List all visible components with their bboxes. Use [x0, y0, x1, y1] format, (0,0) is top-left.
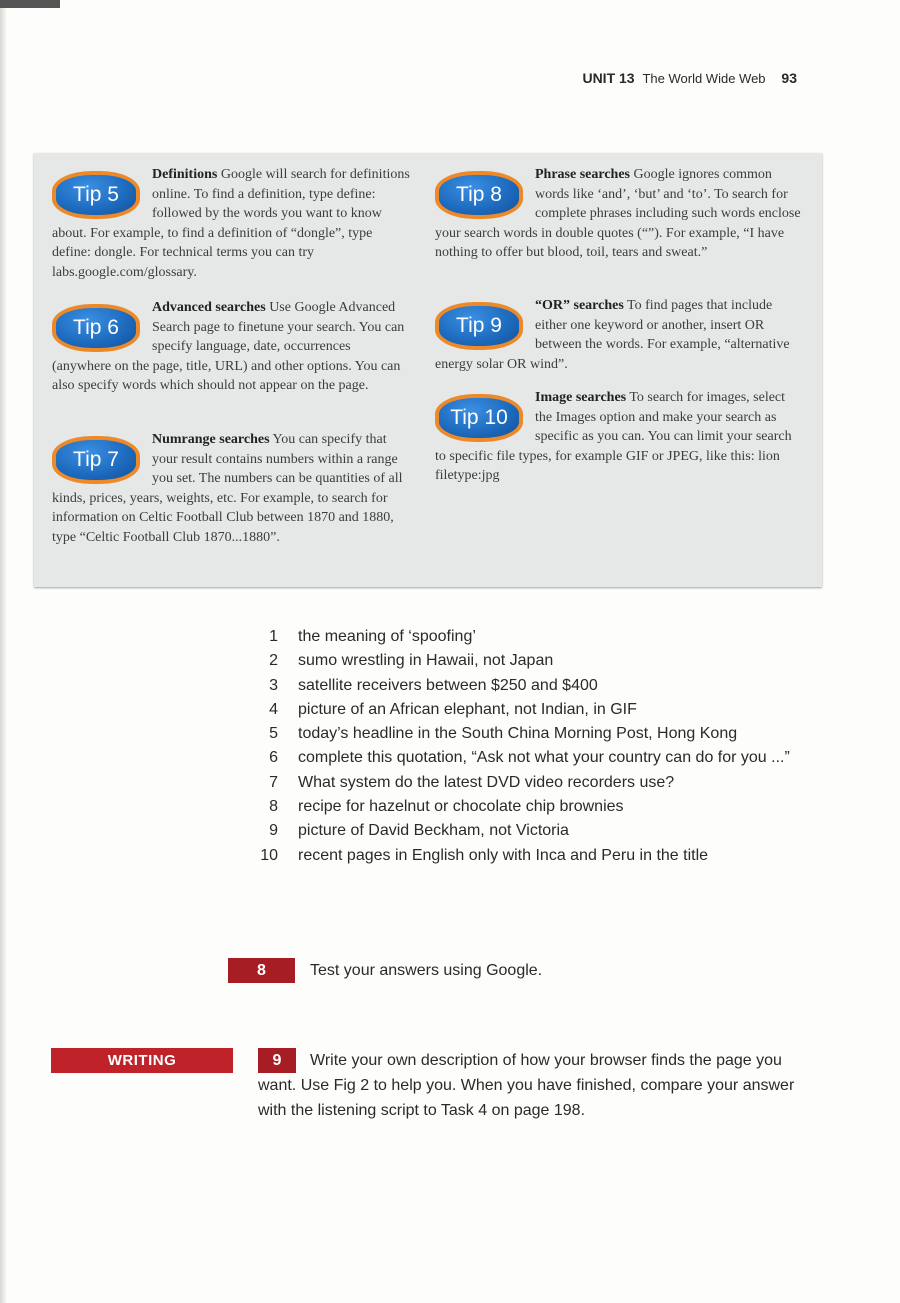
- item-number: 6: [269, 749, 278, 767]
- task-9-paragraph: [258, 1048, 818, 1123]
- tip-badge: Tip 10: [435, 394, 523, 442]
- list-item: [252, 625, 798, 649]
- tip-9: [435, 296, 801, 374]
- unit-title: The World Wide Web: [642, 71, 766, 86]
- item-number: 2: [269, 652, 278, 670]
- item-number: 7: [269, 773, 278, 791]
- task-8-number: 8: [228, 958, 295, 983]
- list-item: [252, 844, 798, 868]
- task-8-text: Test your answers using Google.: [310, 962, 543, 979]
- item-text: What system do the latest DVD video recorders use?: [298, 773, 675, 791]
- list-item: [252, 722, 798, 746]
- running-head: [582, 70, 797, 86]
- tip-heading: Numrange searches: [152, 432, 270, 447]
- tip-8: [435, 165, 801, 263]
- list-item: [252, 649, 798, 673]
- search-task-list: [252, 625, 798, 868]
- item-text: picture of an African elephant, not Indian, in GIF: [298, 700, 637, 718]
- tip-text: Google ignores common words like ‘and’, ‘but’ and ‘to’. To search for complete phrases including such words enclose your search words in double quotes (“”). For example, “I have nothing to offer but blood, toil, tears and sweat.”: [435, 167, 801, 260]
- unit-label: UNIT 13: [582, 70, 635, 86]
- item-text: recipe for hazelnut or chocolate chip brownies: [298, 798, 624, 816]
- item-number: 9: [269, 822, 278, 840]
- list-item: [252, 674, 798, 698]
- list-item: [252, 746, 798, 770]
- item-text: complete this quotation, “Ask not what your country can do for you ...”: [298, 749, 790, 767]
- tip-badge: Tip 8: [435, 171, 523, 219]
- item-text: recent pages in English only with Inca and Peru in the title: [298, 846, 709, 864]
- tip-7: [52, 430, 410, 547]
- list-item: [252, 795, 798, 819]
- task-9-number: 9: [258, 1048, 296, 1073]
- scan-shadow: [0, 0, 60, 8]
- tip-badge: Tip 6: [52, 304, 140, 352]
- item-text: today’s headline in the South China Morning Post, Hong Kong: [298, 725, 738, 743]
- item-text: picture of David Beckham, not Victoria: [298, 822, 569, 840]
- task-9-text: Write your own description of how your browser finds the page you want. Use Fig 2 to help you. When you have finished, compare your answer with the listening script to Task 4 on page 198.: [258, 1052, 795, 1119]
- item-number: 10: [260, 846, 278, 864]
- item-number: 4: [269, 700, 278, 718]
- page-edge: [0, 0, 6, 1303]
- tip-text: You can specify that your result contains numbers within a range you set. The numbers can be quantities of all kinds, prices, years, weights, etc. For example, to search for information on Celtic Football Club between 1870 and 1880, type “Celtic Football Club 1870...1880”.: [52, 432, 403, 545]
- list-item: [252, 698, 798, 722]
- tip-heading: Definitions: [152, 167, 218, 182]
- writing-section-label: WRITING: [51, 1048, 233, 1073]
- tip-badge: Tip 5: [52, 171, 140, 219]
- tip-heading: Advanced searches: [152, 300, 266, 315]
- tip-6: [52, 298, 410, 396]
- tip-text: Use Google Advanced Search page to finetune your search. You can specify language, date, occurrences (anywhere on the page, title, URL) and other options. You can also specify words which should not appear on the page.: [52, 300, 405, 393]
- tip-badge: Tip 7: [52, 436, 140, 484]
- item-number: 8: [269, 798, 278, 816]
- item-text: satellite receivers between $250 and $400: [298, 676, 598, 694]
- tip-5: [52, 165, 410, 282]
- item-number: 3: [269, 676, 278, 694]
- tip-text: To find pages that include either one keyword or another, insert OR between the words. For example, “alternative energy solar OR wind”.: [435, 298, 790, 372]
- tips-panel: [34, 153, 822, 587]
- page-number: 93: [781, 70, 797, 86]
- tip-text: To search for images, select the Images option and make your search as specific as you can. You can limit your search to specific file types, for example GIF or JPEG, like this: lion filetype:jpg: [435, 390, 792, 483]
- tip-heading: Image searches: [535, 390, 627, 405]
- list-item: [252, 819, 798, 843]
- tip-badge: Tip 9: [435, 302, 523, 350]
- item-text: the meaning of ‘spoofing’: [298, 628, 476, 645]
- tip-10: [435, 388, 801, 486]
- tip-heading: “OR” searches: [535, 298, 624, 313]
- item-number: 1: [269, 628, 278, 645]
- item-number: 5: [269, 725, 278, 743]
- tip-heading: Phrase searches: [535, 167, 630, 182]
- list-item: [252, 771, 798, 795]
- tip-text: Google will search for definitions online. To find a definition, type define: followed by the words you want to know about. For example, to find a definition of “dongle”, type define: dongle. For technical terms you can try labs.google.com/glossary.: [52, 167, 410, 280]
- item-text: sumo wrestling in Hawaii, not Japan: [298, 652, 554, 670]
